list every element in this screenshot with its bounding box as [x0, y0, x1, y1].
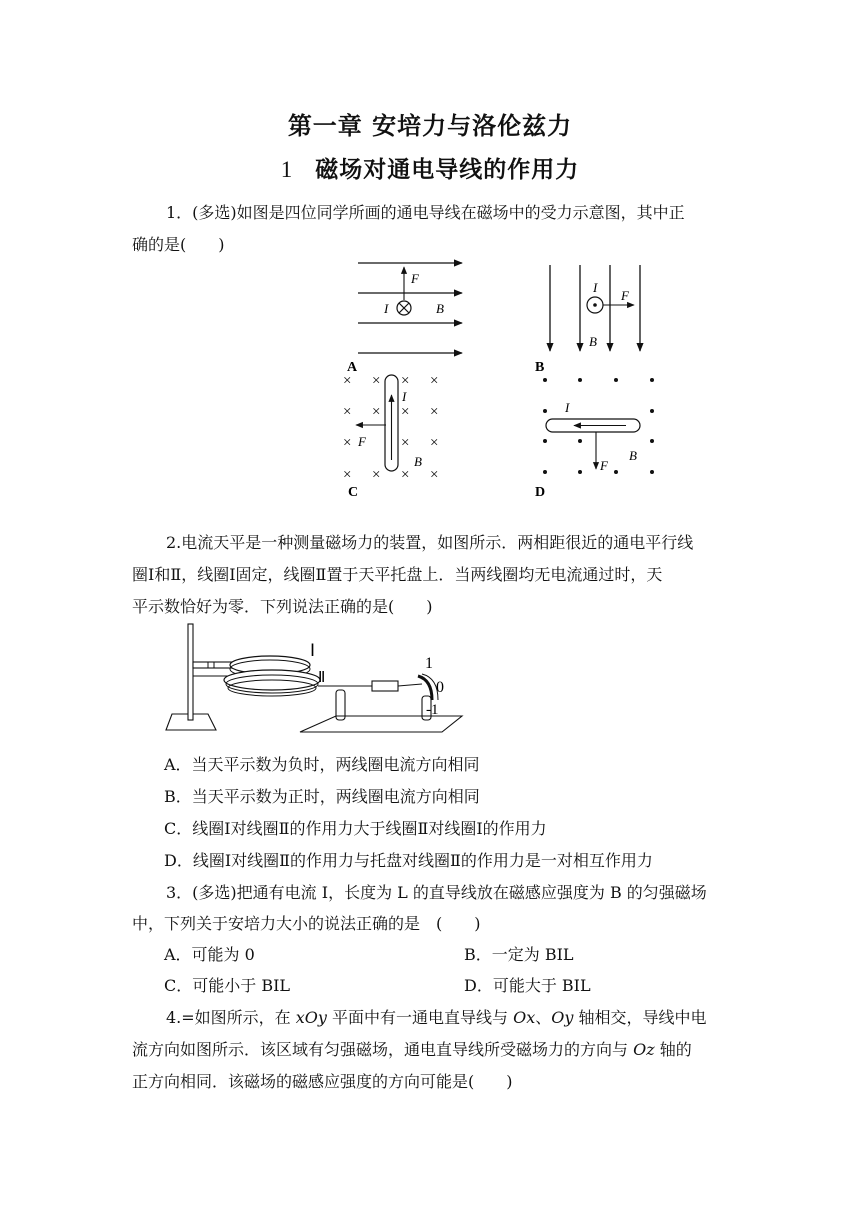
c-field-label: B: [414, 454, 422, 469]
svg-text:×: ×: [430, 467, 439, 483]
svg-text:×: ×: [401, 435, 410, 451]
svg-text:×: ×: [372, 373, 381, 389]
panel-a: [347, 263, 462, 375]
q3-stem-line1: 3．(多选)把通有电流 I，长度为 L 的直导线放在磁感应强度为 B 的匀强磁场: [166, 883, 707, 902]
q2-stem-line1: 2.电流天平是一种测量磁场力的装置，如图所示．两相距很近的通电平行线: [166, 533, 694, 552]
svg-text:×: ×: [343, 467, 352, 483]
q2-option-a: A．当天平示数为负时，两线圈电流方向相同: [164, 755, 480, 774]
svg-text:×: ×: [372, 467, 381, 483]
c-current-label: I: [402, 389, 407, 404]
c-panel-label: C: [348, 485, 359, 500]
q2-option-d: D．线圈Ⅰ对线圈Ⅱ的作用力与托盘对线圈Ⅱ的作用力是一对相互作用力: [164, 851, 653, 870]
d-current-label: I: [565, 400, 570, 415]
b-current-label: I: [593, 280, 598, 295]
q1-figure: [330, 255, 680, 505]
q2-figure: [160, 620, 470, 742]
a-force-label: F: [411, 271, 419, 286]
q1-stem-line1: 1．(多选)如图是四位同学所画的通电导线在磁场中的受力示意图，其中正: [166, 203, 685, 222]
svg-text:×: ×: [430, 404, 439, 420]
scale-top-label: 1: [425, 655, 433, 672]
panel-b: [535, 265, 640, 375]
svg-text:×: ×: [372, 404, 381, 420]
svg-text:×: ×: [343, 373, 352, 389]
q2-option-c: C．线圈Ⅰ对线圈Ⅱ的作用力大于线圈Ⅱ对线圈Ⅰ的作用力: [164, 819, 547, 838]
panel-d: [535, 378, 654, 500]
coil-1-label: Ⅰ: [310, 641, 316, 660]
b-force-label: F: [621, 288, 629, 303]
scale-zero-label: 0: [436, 679, 444, 696]
q2-option-b: B．当天平示数为正时，两线圈电流方向相同: [164, 787, 480, 806]
scale-bottom-label: -1: [426, 702, 439, 718]
svg-text:×: ×: [343, 404, 352, 420]
q4-var-oy: Oy: [551, 1008, 574, 1027]
svg-text:×: ×: [401, 467, 410, 483]
b-panel-label: B: [535, 360, 545, 375]
svg-text:×: ×: [430, 373, 439, 389]
c-force-label: F: [358, 434, 366, 449]
q3-stem-line2: 中，下列关于安培力大小的说法正确的是 ( ): [132, 914, 481, 933]
d-force-label: F: [600, 458, 608, 473]
svg-text:×: ×: [401, 404, 410, 420]
section-title-row: [0, 151, 860, 184]
q4-stem-line1: [166, 1005, 707, 1028]
a-field-label: B: [436, 301, 444, 316]
coil-2-label: Ⅱ: [318, 670, 326, 686]
q2-stem-line3: 平示数恰好为零．下列说法正确的是( ): [132, 597, 433, 616]
q4-var-oz: Oz: [633, 1040, 655, 1059]
section-number: 1: [280, 157, 294, 182]
q1-stem-line2: 确的是( ): [132, 235, 225, 254]
q4-stem-line2: [132, 1037, 692, 1060]
q3-option-a: A．可能为 0: [164, 945, 255, 964]
q4-stem-line3: 正方向相同．该磁场的磁感应强度的方向可能是( ): [132, 1072, 513, 1091]
chapter-title: 第一章 安培力与洛伦兹力: [287, 112, 573, 140]
q3-option-c: C．可能小于 BIL: [164, 976, 291, 995]
q4-var-xoy: xOy: [295, 1008, 327, 1027]
q4-text: 、: [535, 1008, 552, 1027]
q3-option-d: D．可能大于 BIL: [464, 976, 591, 995]
q4-var-ox: Ox: [513, 1008, 536, 1027]
d-field-label: B: [629, 448, 637, 463]
svg-text:×: ×: [430, 435, 439, 451]
panel-c: [343, 373, 438, 500]
q4-text: 轴的: [654, 1040, 692, 1059]
svg-text:×: ×: [343, 435, 352, 451]
q4-text: 4.=如图所示，在: [166, 1008, 296, 1027]
q4-text: 轴相交，导线中电: [573, 1008, 707, 1027]
q3-option-b: B．一定为 BIL: [464, 945, 574, 964]
b-field-label: B: [589, 334, 597, 349]
q4-text: 平面中有一通电直导线与: [326, 1008, 514, 1027]
q4-text: 流方向如图所示．该区域有匀强磁场，通电直导线所受磁场力的方向与: [132, 1040, 634, 1059]
a-panel-label: A: [347, 360, 358, 375]
a-current-label: I: [384, 301, 389, 316]
q2-stem-line2: 圈Ⅰ和Ⅱ，线圈Ⅰ固定，线圈Ⅱ置于天平托盘上．当两线圈均无电流通过时，天: [132, 565, 663, 584]
section-title: 磁场对通电导线的作用力: [315, 157, 580, 183]
svg-text:×: ×: [401, 373, 410, 389]
d-panel-label: D: [535, 485, 546, 500]
